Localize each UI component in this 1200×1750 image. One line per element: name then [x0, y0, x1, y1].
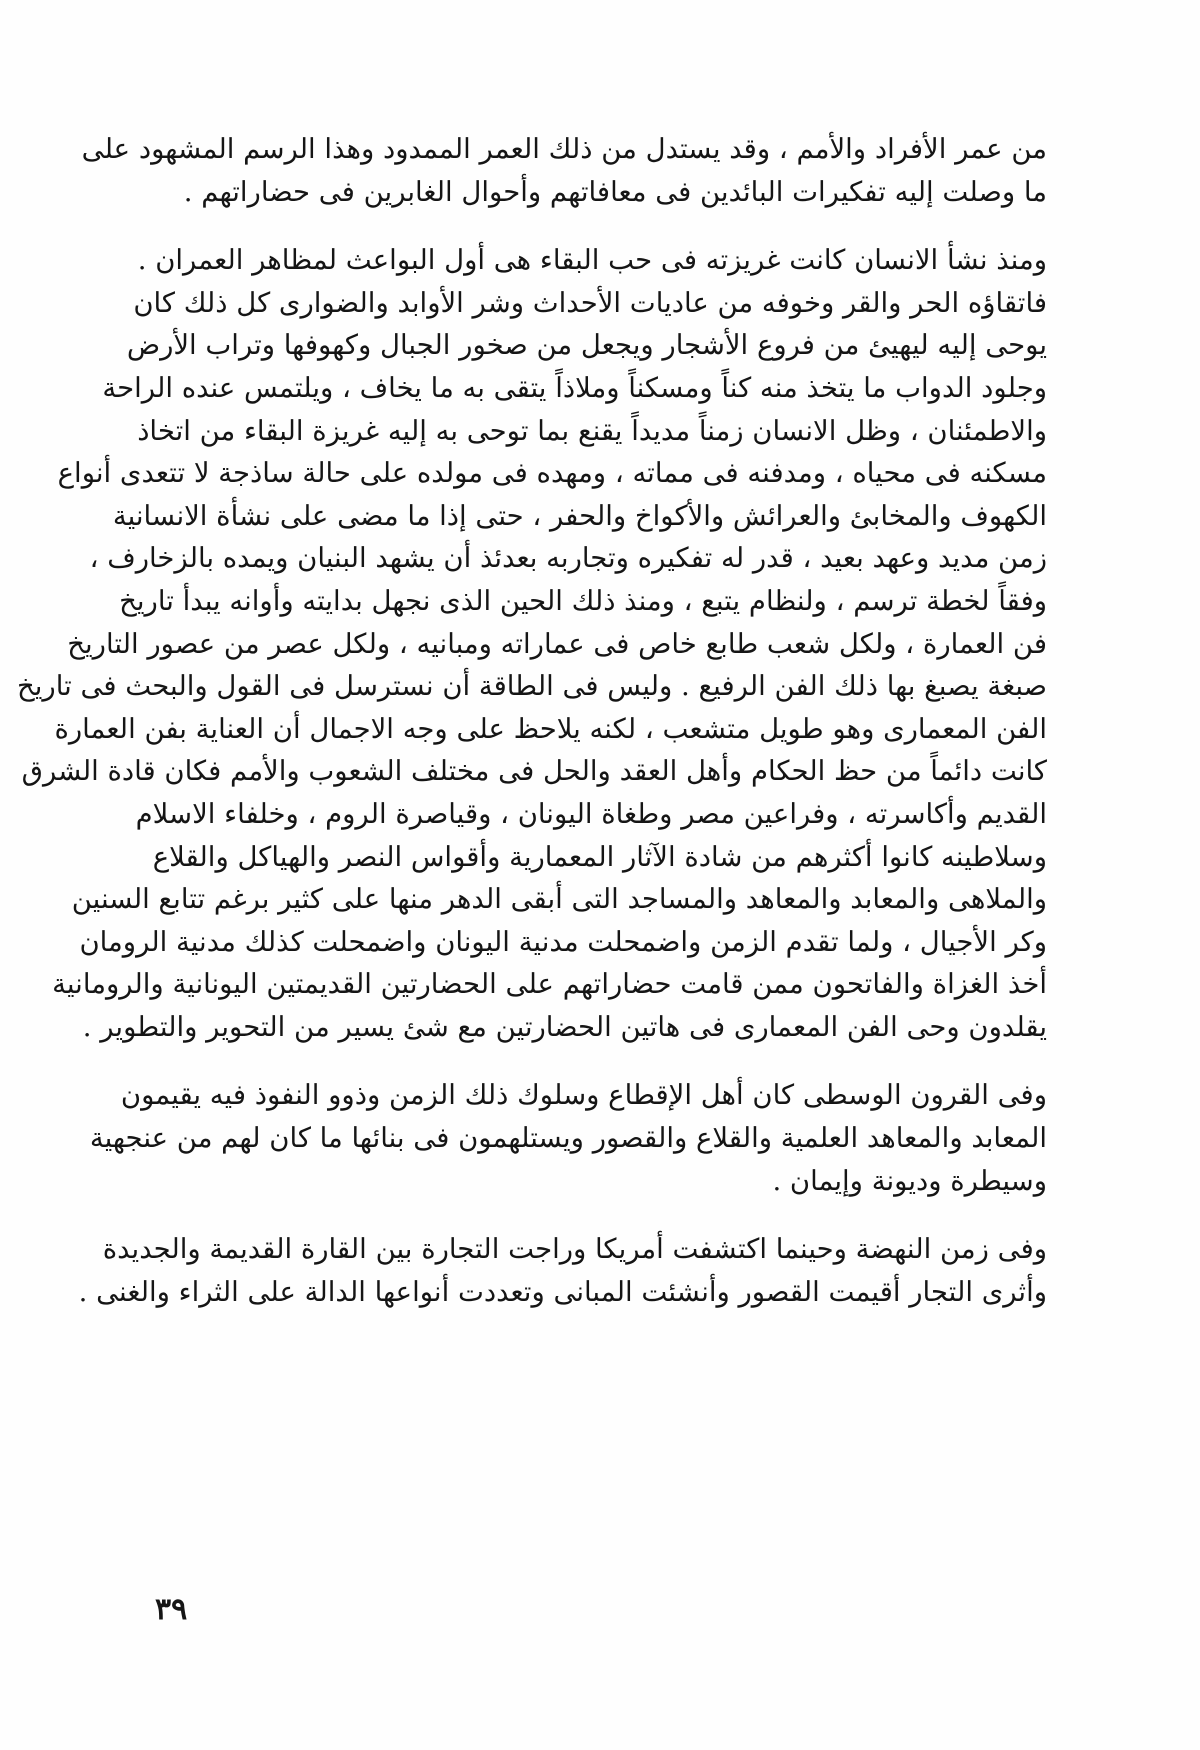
text-line: وفى القرون الوسطى كان أهل الإقطاع وسلوك ذلك الزمن وذوو النفوذ فيه يقيمون: [120, 1079, 1047, 1112]
paragraph-gap: [182, 1048, 1047, 1074]
text-line: كانت دائماً من حظ الحكام وأهل العقد والحل فى مختلف الشعوب والأمم فكان قادة الشرق: [21, 755, 1047, 788]
text-line: وسيطرة وديونة وإيمان .: [772, 1164, 1047, 1197]
text-line: أخذ الغزاة والفاتحون ممن قامت حضاراتهم على الحضارتين القديمتين اليونانية والرومانية: [52, 968, 1047, 1001]
text-line: الكهوف والمخابئ والعرائش والأكواخ والحفر ، حتى إذا ما مضى على نشأة الانسانية: [112, 499, 1047, 532]
text-line: زمن مديد وعهد بعيد ، قدر له تفكيره وتجاربه بعدئذ أن يشهد البنيان ويمده بالزخارف ،: [89, 542, 1047, 575]
text-line: وجلود الدواب ما يتخذ منه كناً ومسكناً وملاذاً يتقى به ما يخاف ، ويلتمس عنده الراحة: [102, 371, 1047, 404]
text-line: ما وصلت إليه تفكيرات البائدين فى معافاتهم وأحوال الغابرين فى حضاراتهم .: [183, 175, 1047, 208]
text-line: صبغة يصبغ بها ذلك الفن الرفيع . وليس فى الطاقة أن نسترسل فى القول والبحث فى تاريخ: [17, 670, 1047, 703]
page-number: ٣٩: [155, 1592, 188, 1627]
text-line: ومنذ نشأ الانسان كانت غريزته فى حب البقاء هى أول البواعث لمظاهر العمران .: [137, 244, 1047, 277]
text-line: وكر الأجيال ، ولما تقدم الزمن واضمحلت مدنية اليونان واضمحلت كذلك مدنية الرومان: [79, 925, 1047, 958]
text-line: وسلاطينه كانوا أكثرهم من شادة الآثار المعمارية وأقواس النصر والهياكل والقلاع: [152, 840, 1047, 873]
text-line: من عمر الأفراد والأمم ، وقد يستدل من ذلك العمر الممدود وهذا الرسم المشهود على: [81, 133, 1047, 165]
paragraph-4: [78, 1228, 1047, 1313]
text-line: فن العمارة ، ولكل شعب طابع خاص فى عماراته ومبانيه ، ولكل عصر من عصور التاريخ: [67, 627, 1047, 660]
paragraph-gap: [182, 213, 1047, 239]
text-line: مسكنه فى محياه ، ومدفنه فى مماته ، ومهده فى مولده على حالة ساذجة لا تتعدى أنواع: [57, 457, 1047, 490]
text-line: وأثرى التجار أقيمت القصور وأنشئت المبانى وتعددت أنواعها الدالة على الثراء والغنى .: [78, 1275, 1047, 1308]
text-line: فاتقاؤه الحر والقر وخوفه من عاديات الأحداث وشر الأوابد والضوارى كل ذلك كان: [133, 286, 1047, 319]
body-text: [17, 128, 1047, 1313]
text-line: يقلدون وحى الفن المعمارى فى هاتين الحضارتين مع شئ يسير من التحوير والتطوير .: [82, 1010, 1047, 1043]
text-line: القديم وأكاسرته ، وفراعين مصر وطغاة اليونان ، وقياصرة الروم ، وخلفاء الاسلام: [135, 797, 1047, 830]
text-line: وفقاً لخطة ترسم ، ولنظام يتبع ، ومنذ ذلك الحين الذى نجهل بدايته وأوانه يبدأ تاريخ: [119, 584, 1047, 617]
text-line: والملاهى والمعابد والمعاهد والمساجد التى أبقى الدهر منها على كثير برغم تتابع السنين: [71, 883, 1047, 916]
paragraph-3: [89, 1074, 1047, 1202]
text-line: الفن المعمارى وهو طويل متشعب ، لكنه يلاحظ على وجه الاجمال أن العناية بفن العمارة: [54, 712, 1047, 745]
text-line: يوحى إليه ليهيئ من فروع الأشجار ويجعل من صخور الجبال وكهوفها وتراب الأرض: [126, 329, 1047, 362]
text-line: والاطمئنان ، وظل الانسان زمناً مديداً يقنع بما توحى به إليه غريزة البقاء من اتخاذ: [137, 414, 1047, 447]
text-line: وفى زمن النهضة وحينما اكتشفت أمريكا وراجت التجارة بين القارة القديمة والجديدة: [102, 1233, 1047, 1266]
text-line: المعابد والمعاهد العلمية والقلاع والقصور ويستلهمون فى بنائها ما كان لهم من عنجهية: [89, 1122, 1047, 1155]
paragraph-gap: [182, 1202, 1047, 1228]
paragraph-2: [17, 239, 1047, 1048]
paragraph-1: [81, 128, 1047, 213]
